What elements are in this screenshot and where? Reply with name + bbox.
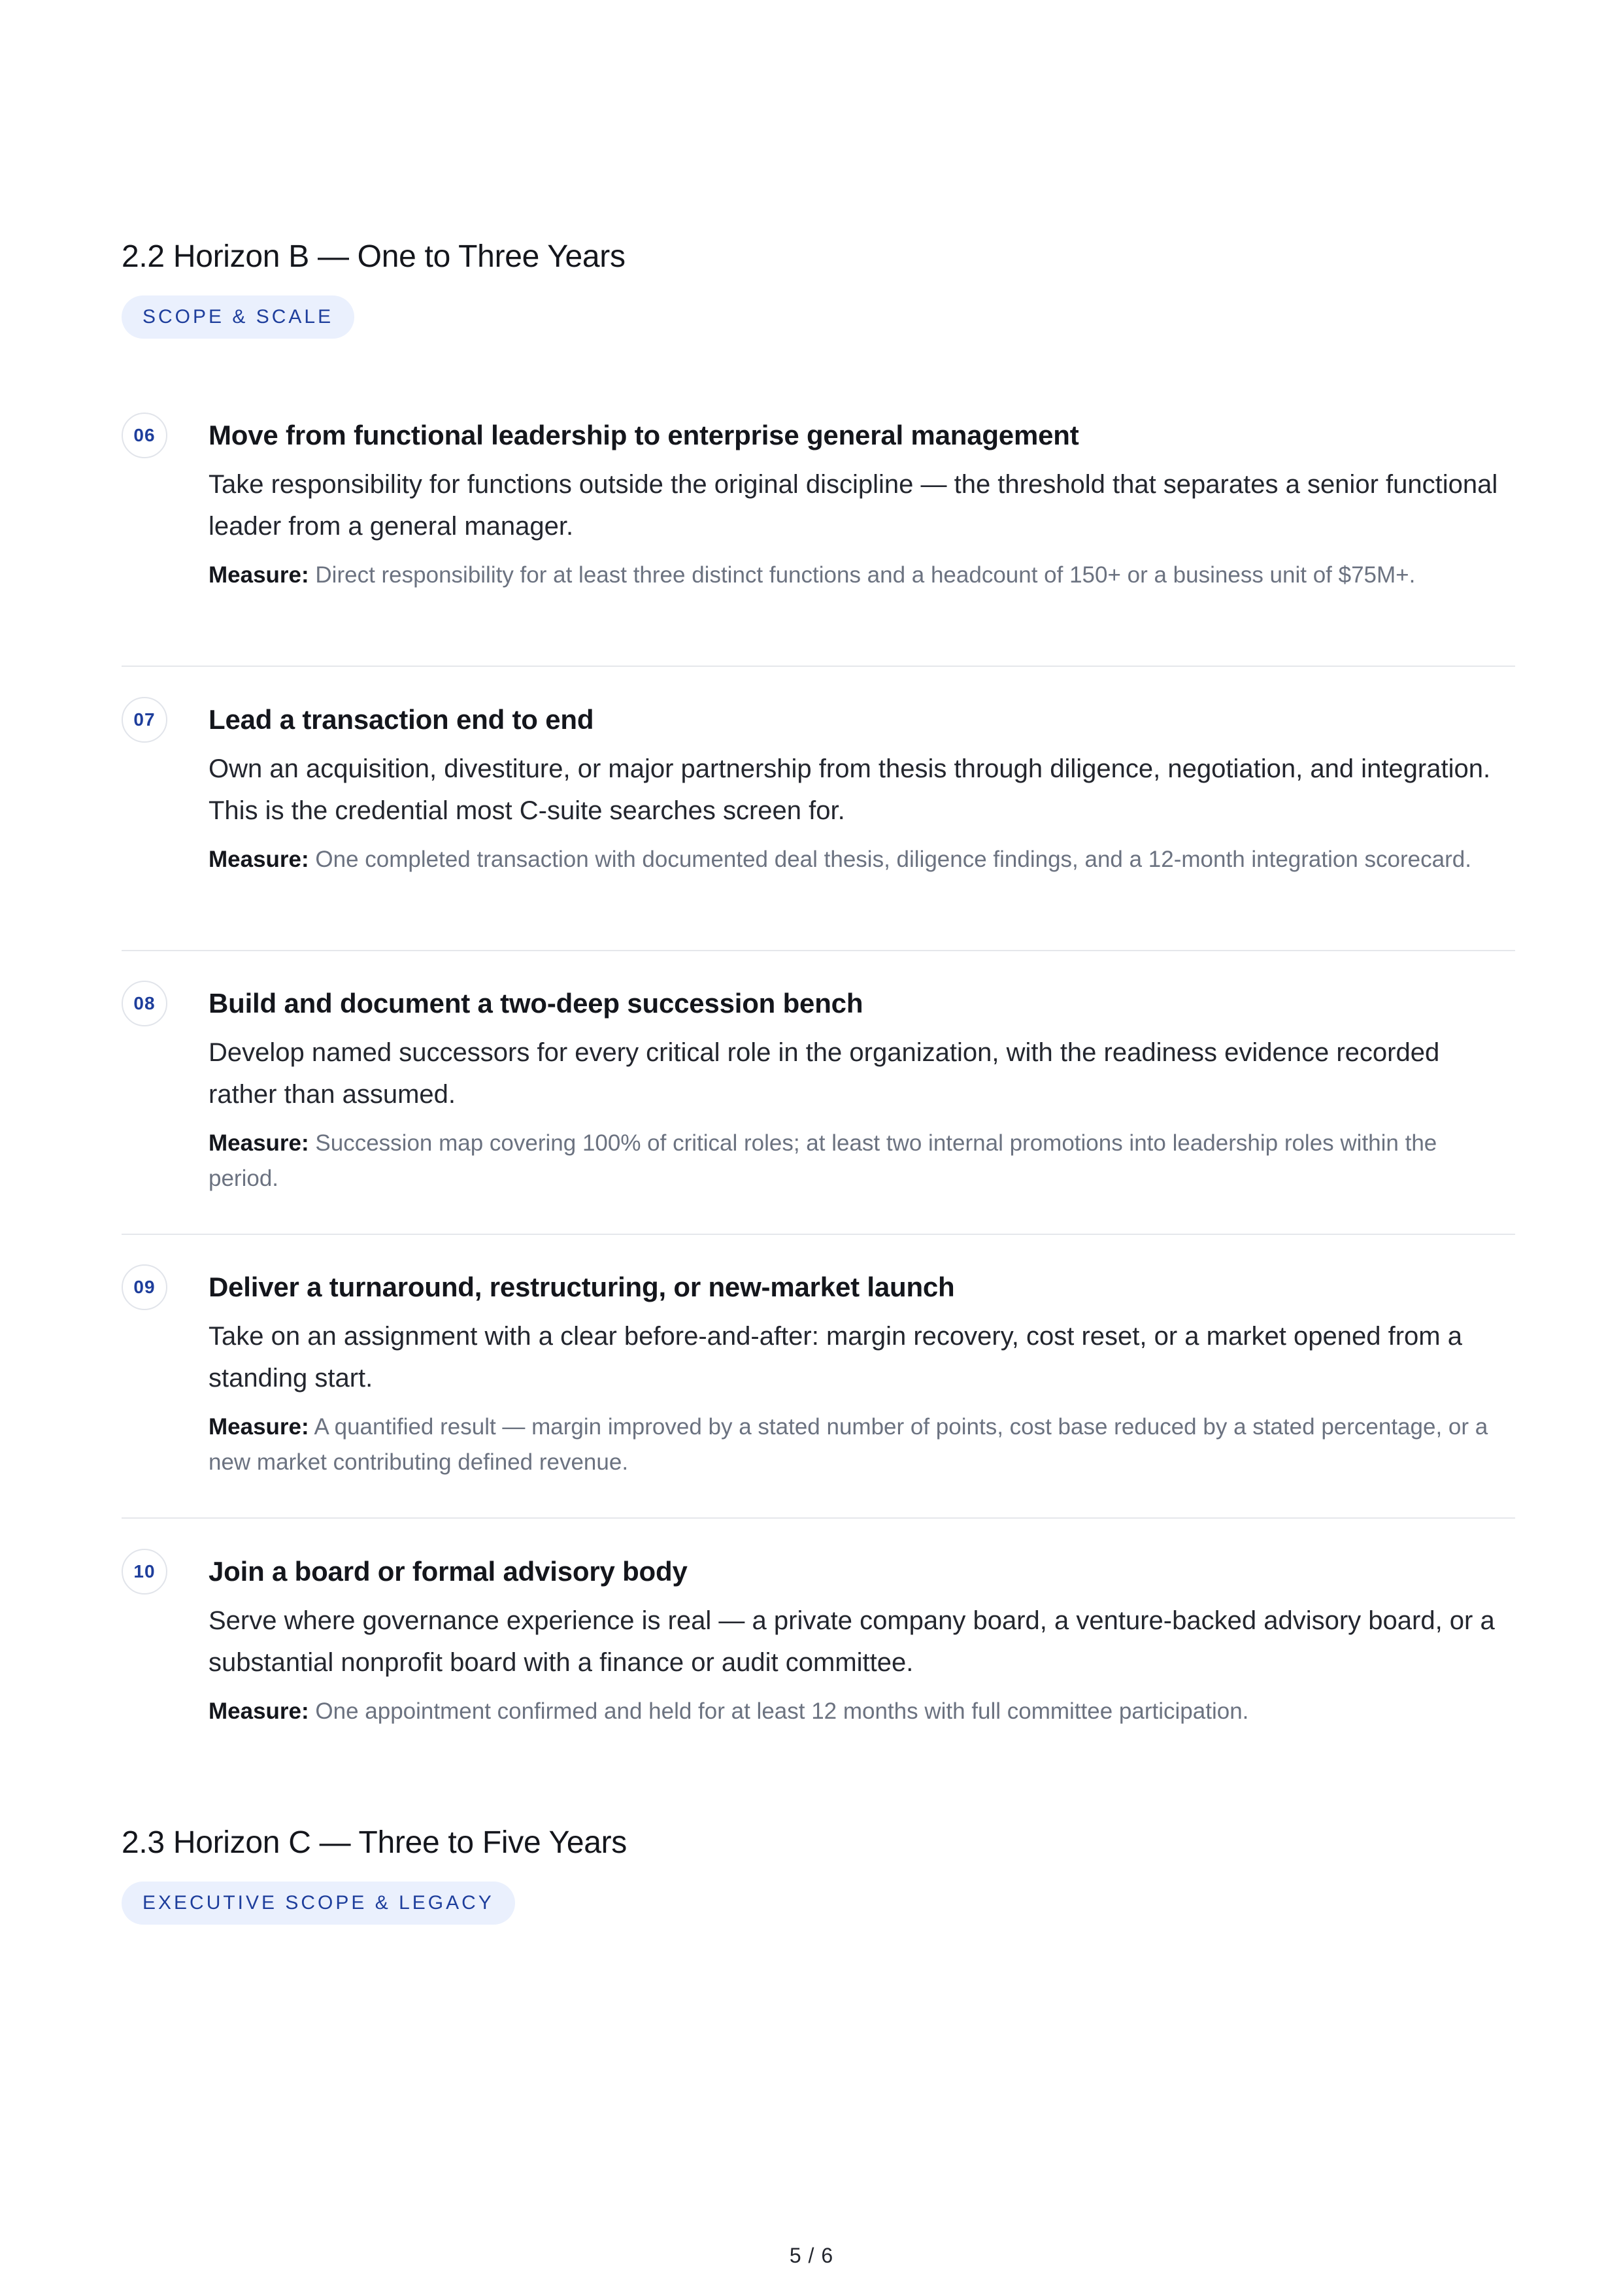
item-measure xyxy=(209,1410,1509,1480)
measure-text: Succession map covering 100% of critical roles; at least two internal promotions into leadership roles within the period. xyxy=(209,1130,1437,1191)
section-title-horizon-b: 2.2 Horizon B — One to Three Years xyxy=(122,239,626,274)
item-number-badge: 08 xyxy=(122,981,167,1026)
item-measure xyxy=(209,842,1509,877)
measure-text: One appointment confirmed and held for at least 12 months with full committee participation. xyxy=(315,1698,1249,1724)
item-description: Develop named successors for every critical role in the organization, with the readiness evidence recorded rather than assumed. xyxy=(209,1038,1440,1109)
item-body xyxy=(209,1264,1509,1480)
item-body xyxy=(209,1549,1509,1729)
item-title: Deliver a turnaround, restructuring, or new-market launch xyxy=(209,1272,955,1302)
item-title: Lead a transaction end to end xyxy=(209,704,594,735)
item-measure xyxy=(209,558,1509,593)
section-title-horizon-c: 2.3 Horizon C — Three to Five Years xyxy=(122,1825,627,1860)
item-description: Serve where governance experience is real — a private company board, a venture-backed advisory board, or a substantial nonprofit board with a finance or audit committee. xyxy=(209,1606,1495,1677)
measure-label: Measure: xyxy=(209,1130,309,1156)
item-title: Join a board or formal advisory body xyxy=(209,1556,688,1587)
item-number-badge: 07 xyxy=(122,697,167,743)
page-number: 5 / 6 xyxy=(789,2244,834,2267)
goal-item xyxy=(122,1264,1515,1519)
item-title: Build and document a two-deep succession bench xyxy=(209,988,863,1019)
item-body xyxy=(209,697,1509,877)
measure-text: One completed transaction with documented deal thesis, diligence findings, and a 12-month integration scorecard. xyxy=(315,847,1471,872)
goal-item xyxy=(122,697,1515,951)
document-page xyxy=(122,0,1515,2296)
item-description: Take on an assignment with a clear before-and-after: margin recovery, cost reset, or a market opened from a standing start. xyxy=(209,1322,1462,1393)
item-measure xyxy=(209,1694,1509,1729)
measure-text: Direct responsibility for at least three distinct functions and a headcount of 150+ or a business unit of $75M+. xyxy=(315,562,1416,588)
goal-item xyxy=(122,981,1515,1235)
item-description: Own an acquisition, divestiture, or major partnership from thesis through diligence, negotiation, and integration. This is the credential most C-suite searches screen for. xyxy=(209,754,1491,825)
item-title: Move from functional leadership to enterprise general management xyxy=(209,420,1079,450)
goal-item xyxy=(122,1549,1515,1745)
measure-label: Measure: xyxy=(209,847,309,872)
item-body xyxy=(209,981,1509,1196)
section-tag-horizon-b: SCOPE & SCALE xyxy=(122,295,354,339)
goal-item xyxy=(122,413,1515,667)
item-number-badge: 09 xyxy=(122,1264,167,1310)
item-description: Take responsibility for functions outside the original discipline — the threshold that separates a senior functional leader from a general manager. xyxy=(209,470,1498,541)
item-number-badge: 10 xyxy=(122,1549,167,1595)
measure-label: Measure: xyxy=(209,1414,309,1440)
item-measure xyxy=(209,1126,1509,1196)
measure-label: Measure: xyxy=(209,1698,309,1724)
measure-text: A quantified result — margin improved by a stated number of points, cost base reduced by a stated percentage, or a new market contributing defined revenue. xyxy=(209,1414,1488,1475)
item-number-badge: 06 xyxy=(122,413,167,458)
section-tag-horizon-c: EXECUTIVE SCOPE & LEGACY xyxy=(122,1882,515,1925)
measure-label: Measure: xyxy=(209,562,309,588)
item-body xyxy=(209,413,1509,593)
